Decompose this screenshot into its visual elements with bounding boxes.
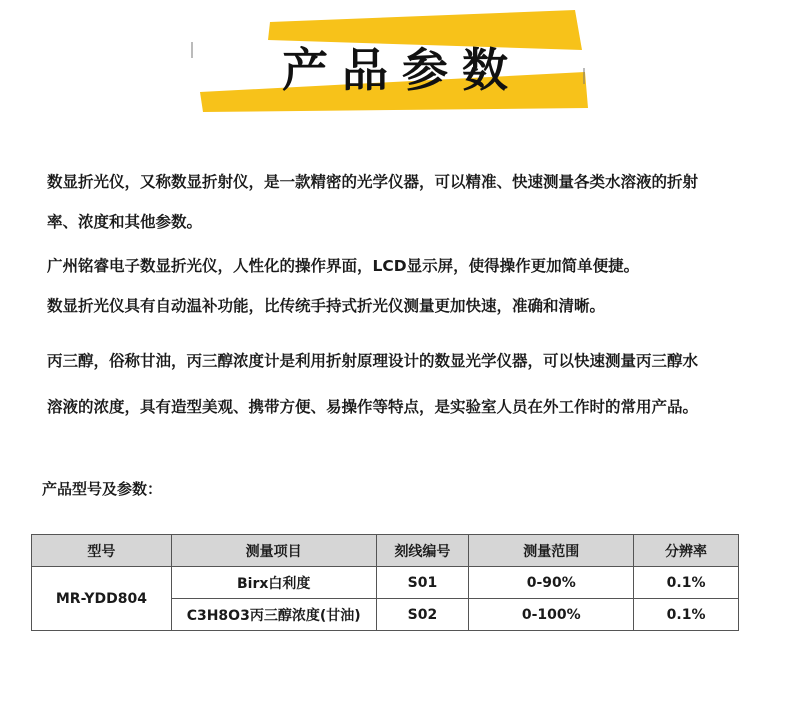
range-cell: 0-90% — [469, 567, 634, 599]
range-cell: 0-100% — [469, 599, 634, 631]
intro-line-4: 数显折光仪具有自动温补功能，比传统手持式折光仪测量更加快速，准确和清晰。 — [47, 297, 606, 315]
column-header-model: 型号 — [32, 535, 172, 567]
intro-line-3: 广州铭睿电子数显折光仪，人性化的操作界面，LCD显示屏，使得操作更加简单便捷。 — [47, 257, 640, 275]
resolution-cell: 0.1% — [634, 567, 739, 599]
specs-heading: 产品型号及参数： — [42, 480, 163, 498]
item-cell: C3H8O3丙三醇浓度(甘油) — [171, 599, 376, 631]
item-cell: Birx白利度 — [171, 567, 376, 599]
title-banner — [0, 0, 804, 130]
intro-line-5: 丙三醇，俗称甘油，丙三醇浓度计是利用折射原理设计的数显光学仪器，可以快速测量丙三醇水 — [47, 352, 699, 370]
column-header-range: 测量范围 — [469, 535, 634, 567]
table-row — [32, 567, 739, 599]
spec-table — [31, 534, 739, 631]
column-header-item: 测量项目 — [171, 535, 376, 567]
page-title: 产品参数 — [282, 43, 522, 97]
intro-line-6: 溶液的浓度，具有造型美观、携带方便、易操作等特点，是实验室人员在外工作时的常用产品。 — [47, 398, 699, 416]
column-header-resolution: 分辨率 — [634, 535, 739, 567]
code-cell: S01 — [376, 567, 469, 599]
column-header-code: 刻线编号 — [376, 535, 469, 567]
intro-line-2: 率、浓度和其他参数。 — [47, 213, 203, 231]
intro-line-1: 数显折光仪，又称数显折射仪，是一款精密的光学仪器，可以精准、快速测量各类水溶液的折射 — [47, 173, 699, 191]
table-header-row — [32, 535, 739, 567]
code-cell: S02 — [376, 599, 469, 631]
resolution-cell: 0.1% — [634, 599, 739, 631]
model-cell: MR-YDD804 — [32, 567, 172, 631]
